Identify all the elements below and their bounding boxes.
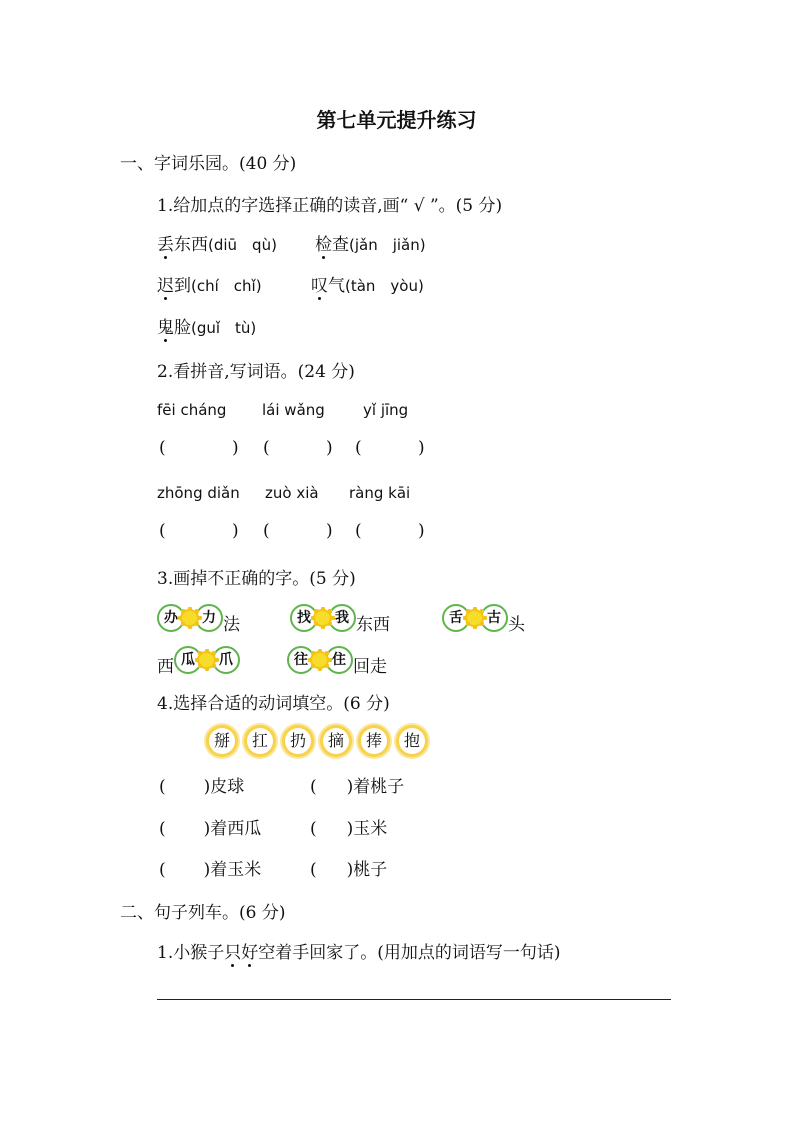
- character-choice-pair: [287, 646, 353, 674]
- verb-option[interactable]: 掰: [209, 728, 235, 754]
- s2-q1-prompt: [157, 938, 561, 963]
- q1-item-chidao: [157, 271, 262, 296]
- q1-item-guilian: [157, 313, 256, 338]
- character-choice-pair: [174, 646, 240, 674]
- answer-box-open[interactable]: (: [159, 438, 166, 458]
- answer-box-close: ): [418, 438, 425, 458]
- answer-box-close: ): [232, 521, 239, 541]
- choice-char[interactable]: 找: [290, 604, 318, 632]
- q2-prompt: 2.看拼音,写词语。(24 分): [157, 362, 355, 382]
- q4-blank-yumi[interactable]: ( )玉米: [310, 819, 388, 839]
- dotted-char: 丢: [157, 235, 174, 255]
- q1-prompt: 1.给加点的字选择正确的读音,画“ √ ”。(5 分): [157, 196, 503, 216]
- choice-char[interactable]: 古: [480, 604, 508, 632]
- q1-item-jiancha: [315, 230, 426, 255]
- choice-char[interactable]: 力: [195, 604, 223, 632]
- page-title: 第七单元提升练习: [316, 108, 477, 132]
- sun-icon: [196, 650, 218, 670]
- item-word: 到: [174, 276, 191, 296]
- dotted-char: 检: [315, 235, 332, 255]
- answer-box-close: ): [418, 521, 425, 541]
- choice-char[interactable]: 办: [157, 604, 185, 632]
- answer-box-close: ): [232, 438, 239, 458]
- verb-option[interactable]: 摘: [323, 728, 349, 754]
- section2-heading: 二、句子列车。(6 分): [120, 903, 286, 923]
- item-word: 气: [328, 276, 345, 296]
- item-word: 东西: [174, 235, 208, 255]
- pinyin-rangkai: ràng kāi: [349, 484, 411, 502]
- sun-icon: [312, 608, 334, 628]
- answer-box-open[interactable]: (: [263, 521, 270, 541]
- verb-option[interactable]: 扔: [285, 728, 311, 754]
- section1-heading: 一、字词乐园。(40 分): [120, 154, 297, 174]
- q3-item-zhao: [290, 600, 390, 635]
- word-suffix: 回走: [353, 657, 387, 677]
- choice-char[interactable]: 住: [325, 646, 353, 674]
- q3-item-xigua: [157, 642, 240, 677]
- answer-line[interactable]: [157, 999, 671, 1000]
- pinyin-laiwang: lái wǎng: [262, 401, 325, 419]
- sentence-part: 1.小猴子: [157, 943, 225, 963]
- answer-box-close: ): [326, 521, 333, 541]
- pinyin-options: (diū qù): [208, 236, 277, 254]
- word-suffix: 头: [508, 615, 525, 635]
- choice-char[interactable]: 往: [287, 646, 315, 674]
- q4-prompt: 4.选择合适的动词填空。(6 分): [157, 694, 390, 714]
- pinyin-options: (tàn yòu): [345, 277, 424, 295]
- choice-char[interactable]: 我: [328, 604, 356, 632]
- dotted-char: 叹: [311, 276, 328, 296]
- verb-option[interactable]: 抱: [399, 728, 425, 754]
- answer-box-open[interactable]: (: [263, 438, 270, 458]
- pinyin-zuoxia: zuò xià: [265, 484, 319, 502]
- q3-prompt: 3.画掉不正确的字。(5 分): [157, 569, 356, 589]
- item-word: 脸: [174, 318, 191, 338]
- word-suffix: 法: [223, 615, 240, 635]
- q4-blank-zhuoyumi[interactable]: ( )着玉米: [159, 860, 262, 880]
- pinyin-options: (chí chǐ): [191, 277, 262, 295]
- pinyin-options: (jǎn jiǎn): [349, 236, 426, 254]
- dotted-char: 迟: [157, 276, 174, 296]
- character-choice-pair: [157, 604, 223, 632]
- answer-box-open[interactable]: (: [355, 438, 362, 458]
- dotted-char: 只: [224, 943, 242, 963]
- dotted-char: 好: [241, 943, 259, 963]
- q4-blank-piqiu[interactable]: ( )皮球: [159, 777, 245, 797]
- choice-char[interactable]: 爪: [212, 646, 240, 674]
- choice-char[interactable]: 瓜: [174, 646, 202, 674]
- q4-blank-taozi2[interactable]: ( )桃子: [310, 860, 388, 880]
- q4-blank-taozi[interactable]: ( )着桃子: [310, 777, 405, 797]
- dotted-char: 鬼: [157, 318, 174, 338]
- verb-option[interactable]: 扛: [247, 728, 273, 754]
- item-word: 查: [332, 235, 349, 255]
- sun-icon: [179, 608, 201, 628]
- q1-item-tanqi: [311, 271, 424, 296]
- q3-item-wanghui: [287, 642, 387, 677]
- q4-blank-xigua[interactable]: ( )着西瓜: [159, 819, 262, 839]
- sun-icon: [309, 650, 331, 670]
- word-suffix: 东西: [356, 615, 390, 635]
- character-choice-pair: [290, 604, 356, 632]
- q3-item-shetou: [442, 600, 525, 635]
- sentence-part: 空着手回家了。(用加点的词语写一句话): [258, 943, 561, 963]
- verb-options: [209, 728, 437, 754]
- pinyin-feichang: fēi cháng: [157, 401, 227, 419]
- q3-item-banfa: [157, 600, 240, 635]
- character-choice-pair: [442, 604, 508, 632]
- choice-char[interactable]: 舌: [442, 604, 470, 632]
- verb-option[interactable]: 捧: [361, 728, 387, 754]
- sun-icon: [464, 608, 486, 628]
- word-prefix: 西: [157, 657, 174, 677]
- answer-box-open[interactable]: (: [159, 521, 166, 541]
- pinyin-options: (guǐ tù): [191, 319, 257, 337]
- pinyin-zhongdian: zhōng diǎn: [157, 484, 240, 502]
- answer-box-close: ): [326, 438, 333, 458]
- q1-item-diu: [157, 230, 277, 255]
- answer-box-open[interactable]: (: [355, 521, 362, 541]
- pinyin-yijing: yǐ jīng: [363, 401, 409, 419]
